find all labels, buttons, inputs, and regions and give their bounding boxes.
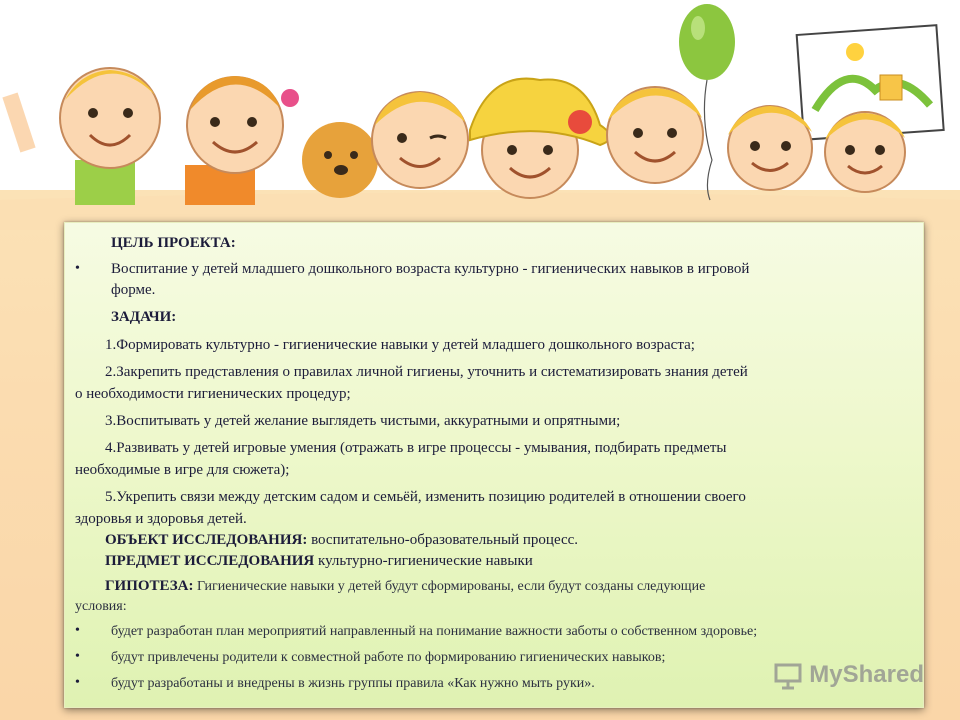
research-object-text: воспитательно-образовательный процесс. bbox=[307, 532, 579, 548]
research-object-label: ОБЪЕКТ ИССЛЕДОВАНИЯ: bbox=[105, 532, 308, 548]
task-item: 5.Укрепить связи между детским садом и семьёй, изменить позицию родителей в отношении своего bbox=[105, 489, 746, 505]
condition-bullet: • bbox=[75, 623, 80, 638]
task-item: 2.Закрепить представления о правилах личной гигиены, уточнить и систематизировать знания детей bbox=[105, 364, 748, 380]
content-panel bbox=[64, 222, 924, 708]
dog-toy-face bbox=[302, 122, 378, 198]
child-face-7 bbox=[825, 112, 905, 192]
watermark bbox=[773, 660, 924, 690]
condition-bullet: • bbox=[75, 675, 80, 690]
task-item: 3.Воспитывать у детей желание выглядеть чистыми, аккуратными и опрятными; bbox=[105, 413, 621, 429]
cartoon-children-banner-icon bbox=[0, 0, 960, 230]
child-face-4-yellow-hat bbox=[470, 79, 610, 198]
hypothesis-text-line2: условия: bbox=[75, 599, 127, 614]
research-object bbox=[105, 530, 578, 550]
child-face-5 bbox=[607, 87, 703, 183]
task-item-continuation: здоровья и здоровья детей. bbox=[75, 511, 247, 527]
presentation-board-icon bbox=[773, 660, 803, 690]
task-item: 4.Развивать у детей игровые умения (отражать в игре процессы - умывания, подбирать предметы bbox=[105, 440, 727, 456]
research-subject bbox=[105, 551, 533, 571]
research-subject-label: ПРЕДМЕТ ИССЛЕДОВАНИЯ bbox=[105, 553, 315, 569]
goal-bullet: • bbox=[75, 261, 80, 276]
child-face-3 bbox=[372, 92, 468, 188]
condition-item: будут привлечены родители к совместной работе по формированию гигиенических навыков; bbox=[111, 650, 666, 665]
research-subject-text: культурно-гигиенические навыки bbox=[314, 553, 533, 569]
condition-bullet: • bbox=[75, 649, 80, 664]
hypothesis bbox=[105, 576, 705, 597]
hypothesis-label: ГИПОТЕЗА: bbox=[105, 578, 194, 594]
child-face-6 bbox=[728, 106, 812, 190]
watermark-text: MyShared bbox=[809, 661, 924, 688]
condition-item: будет разработан план мероприятий направленный на понимание важности заботы о собственном здоровье; bbox=[111, 624, 758, 639]
goal-heading: ЦЕЛЬ ПРОЕКТА: bbox=[111, 235, 236, 251]
child-face-2 bbox=[185, 76, 299, 205]
task-item: 1.Формировать культурно - гигиенические навыки у детей младшего дошкольного возраста; bbox=[105, 337, 695, 353]
task-item-continuation: о необходимости гигиенических процедур; bbox=[75, 386, 351, 402]
goal-text-line2: форме. bbox=[111, 282, 156, 298]
tasks-heading: ЗАДАЧИ: bbox=[111, 309, 177, 325]
condition-item: будут разработаны и внедрены в жизнь группы правила «Как нужно мыть руки». bbox=[111, 676, 595, 691]
hypothesis-text-line1: Гигиенические навыки у детей будут сформированы, если будут созданы следующие bbox=[193, 579, 706, 594]
task-item-continuation: необходимые в игре для сюжета); bbox=[75, 462, 290, 478]
child-face-1 bbox=[10, 68, 160, 205]
goal-text-line1: Воспитание у детей младшего дошкольного возраста культурно - гигиенических навыков в игровой bbox=[111, 261, 750, 277]
